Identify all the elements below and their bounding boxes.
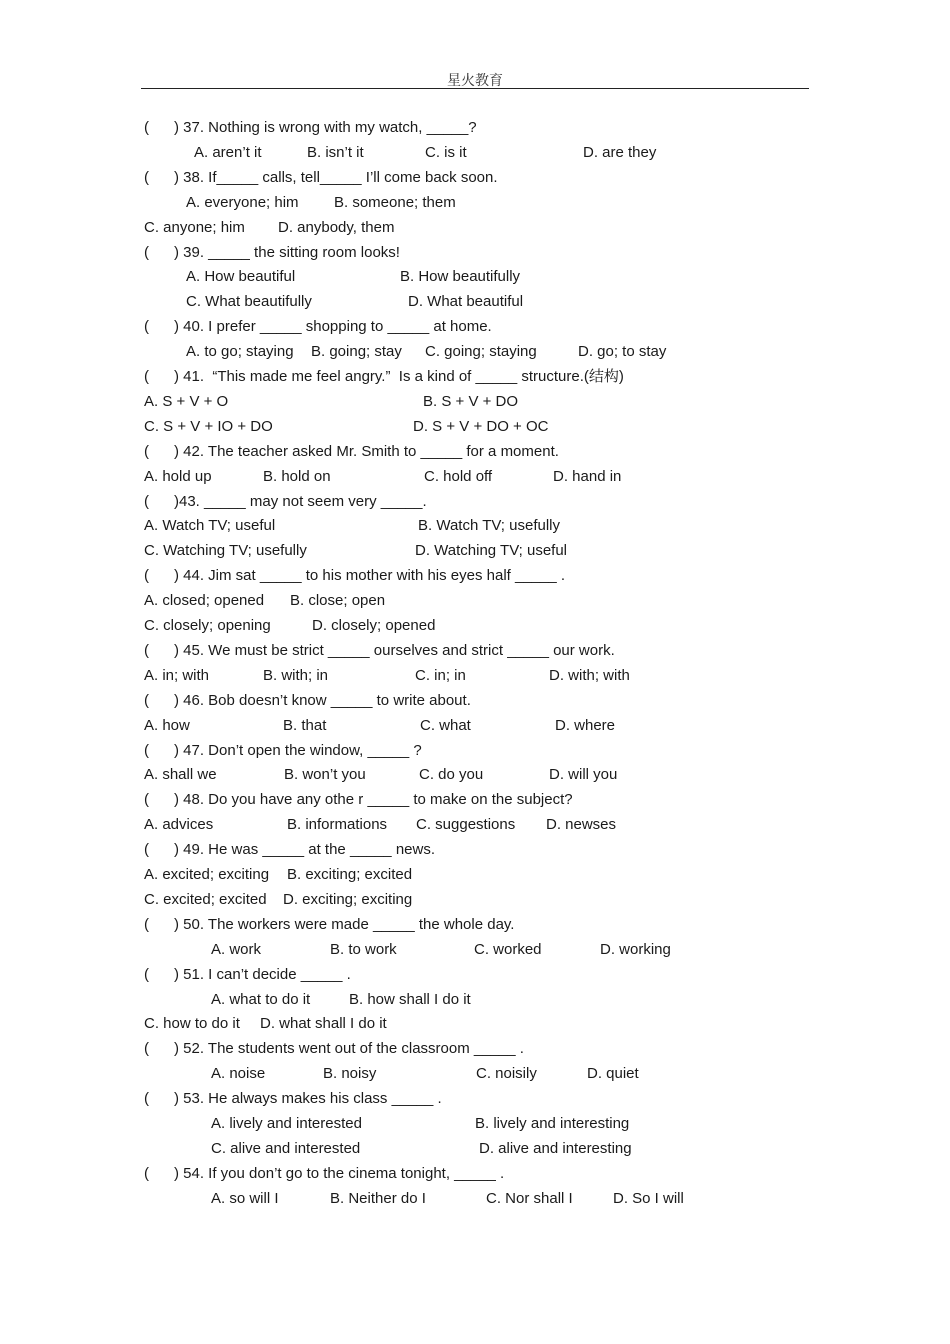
option-text: A. S + V + O xyxy=(144,392,229,410)
option-line xyxy=(0,1064,950,1089)
question-line xyxy=(0,118,950,143)
question-line xyxy=(0,915,950,940)
option-text: B. lively and interesting xyxy=(475,1115,630,1132)
answer-bracket: ( xyxy=(144,841,149,859)
option-text: B. isn’t it xyxy=(307,143,364,161)
answer-bracket: ( xyxy=(144,318,149,336)
option-line xyxy=(0,392,950,417)
answer-bracket: ( xyxy=(144,442,149,460)
question-text: )43. _____ may not seem very _____. xyxy=(174,492,427,510)
option-line xyxy=(0,1189,950,1214)
option-text: A. what to do it xyxy=(211,990,311,1008)
answer-bracket: ( xyxy=(144,1040,149,1058)
option-line xyxy=(0,267,950,292)
option-text: D. hand in xyxy=(553,467,622,485)
page-header-title: 星火教育 xyxy=(447,73,503,89)
option-line xyxy=(0,516,950,541)
question-line xyxy=(0,168,950,193)
question-line xyxy=(0,691,950,716)
question-text: ) 49. He was _____ at the _____ news. xyxy=(174,841,436,859)
option-line xyxy=(0,865,950,890)
question-text: ) 47. Don’t open the window, _____ ? xyxy=(174,741,422,759)
header-divider xyxy=(141,88,809,89)
question-line xyxy=(0,741,950,766)
question-line xyxy=(0,790,950,815)
option-text: A. advices xyxy=(144,816,214,834)
question-text: ) 54. If you don’t go to the cinema tonight, _____ . xyxy=(174,1164,505,1182)
question-text: ) 39. _____ the sitting room looks! xyxy=(174,243,400,261)
option-text: C. closely; opening xyxy=(144,617,271,634)
option-text: C. What beautifully xyxy=(186,293,312,311)
question-text: ) 48. Do you have any othe r _____ to make on the subject? xyxy=(174,791,573,809)
answer-bracket: ( xyxy=(144,567,149,585)
option-text: A. to go; staying xyxy=(186,343,294,361)
option-text: C. excited; excited xyxy=(144,890,267,908)
option-line xyxy=(0,1014,950,1039)
option-line xyxy=(0,193,950,218)
option-text: C. worked xyxy=(474,940,542,958)
option-text: A. How beautiful xyxy=(186,268,296,286)
option-text: D. Watching TV; useful xyxy=(415,542,568,560)
option-text: C. going; staying xyxy=(425,343,537,361)
question-line xyxy=(0,1039,950,1064)
answer-bracket: ( xyxy=(144,1090,149,1108)
option-text: D. what shall I do it xyxy=(260,1015,387,1033)
option-text: A. hold up xyxy=(144,467,212,485)
answer-bracket: ( xyxy=(144,243,149,261)
option-text: D. quiet xyxy=(587,1065,639,1083)
answer-bracket: ( xyxy=(144,965,149,983)
option-text: D. with; with xyxy=(549,666,630,684)
option-text: A. work xyxy=(211,940,262,958)
option-text: B. won’t you xyxy=(284,766,366,784)
answer-bracket: ( xyxy=(144,492,149,510)
question-text: ) 44. Jim sat _____ to his mother with his eyes half _____ . xyxy=(174,567,566,585)
question-text: ) 45. We must be strict _____ ourselves and strict _____ our work. xyxy=(174,641,615,659)
answer-bracket: ( xyxy=(144,915,149,933)
question-line xyxy=(0,1164,950,1189)
option-text: D. anybody, them xyxy=(278,218,395,236)
answer-bracket: ( xyxy=(144,168,149,186)
question-text: ) 50. The workers were made _____ the whole day. xyxy=(174,915,515,933)
answer-bracket: ( xyxy=(144,119,149,136)
option-text: D. closely; opened xyxy=(312,617,436,634)
option-text: D. newses xyxy=(546,816,617,834)
option-text: C. anyone; him xyxy=(144,218,245,236)
option-text: B. with; in xyxy=(263,666,329,684)
question-line xyxy=(0,492,950,517)
option-text: C. noisily xyxy=(476,1065,537,1083)
question-line xyxy=(0,442,950,467)
option-text: C. S + V + IO + DO xyxy=(144,417,273,435)
option-text: C. do you xyxy=(419,766,484,784)
option-line xyxy=(0,716,950,741)
option-text: B. noisy xyxy=(323,1065,377,1083)
option-line xyxy=(0,1139,950,1164)
question-line xyxy=(0,965,950,990)
option-text: A. everyone; him xyxy=(186,193,299,211)
question-line xyxy=(0,641,950,666)
option-text: A. in; with xyxy=(144,666,210,684)
option-text: A. how xyxy=(144,716,190,734)
question-line xyxy=(0,840,950,865)
option-line xyxy=(0,467,950,492)
question-line xyxy=(0,317,950,342)
option-text: B. How beautifully xyxy=(400,268,521,286)
option-text: B. someone; them xyxy=(334,193,456,211)
option-text: C. Nor shall I xyxy=(486,1189,573,1207)
option-text: B. informations xyxy=(287,816,388,834)
option-text: B. going; stay xyxy=(311,343,402,361)
option-line xyxy=(0,890,950,915)
option-line xyxy=(0,292,950,317)
answer-bracket: ( xyxy=(144,741,149,759)
option-line xyxy=(0,815,950,840)
option-text: C. in; in xyxy=(415,666,466,684)
option-text: B. how shall I do it xyxy=(349,990,471,1008)
question-text: ) 42. The teacher asked Mr. Smith to _____ for a moment. xyxy=(174,442,559,460)
option-line xyxy=(0,143,950,168)
option-text: A. so will I xyxy=(211,1189,279,1207)
question-line xyxy=(0,1089,950,1114)
option-text: D. will you xyxy=(549,766,618,784)
option-text: D. go; to stay xyxy=(578,343,667,361)
option-text: B. close; open xyxy=(290,592,386,610)
option-text: D. exciting; exciting xyxy=(283,890,413,908)
question-text: ) 41. “This made me feel angry.” Is a kind of _____ structure.(结构) xyxy=(174,368,624,385)
answer-bracket: ( xyxy=(144,791,149,809)
option-line xyxy=(0,342,950,367)
option-text: B. exciting; excited xyxy=(287,866,413,883)
option-text: B. Watch TV; usefully xyxy=(418,517,560,535)
question-text: ) 46. Bob doesn’t know _____ to write about. xyxy=(174,691,471,709)
option-line xyxy=(0,541,950,566)
option-text: D. So I will xyxy=(613,1189,684,1207)
option-text: A. shall we xyxy=(144,766,217,784)
answer-bracket: ( xyxy=(144,368,149,385)
option-text: D. working xyxy=(600,940,671,958)
answer-bracket: ( xyxy=(144,641,149,659)
option-text: D. are they xyxy=(583,143,657,161)
option-text: A. excited; exciting xyxy=(144,866,270,883)
option-text: A. closed; opened xyxy=(144,592,265,610)
question-text: ) 37. Nothing is wrong with my watch, _____? xyxy=(174,119,477,136)
question-line xyxy=(0,367,950,392)
option-text: D. What beautiful xyxy=(408,293,524,311)
question-text: ) 38. If_____ calls, tell_____ I’ll come back soon. xyxy=(174,168,498,186)
option-text: A. aren’t it xyxy=(194,143,262,161)
option-line xyxy=(0,218,950,243)
option-text: C. alive and interested xyxy=(211,1139,361,1157)
option-text: D. alive and interesting xyxy=(479,1139,632,1157)
option-line xyxy=(0,666,950,691)
option-text: B. Neither do I xyxy=(330,1189,426,1207)
option-text: C. suggestions xyxy=(416,816,516,834)
option-line xyxy=(0,417,950,442)
question-text: ) 52. The students went out of the classroom _____ . xyxy=(174,1040,524,1058)
option-line xyxy=(0,1114,950,1139)
option-text: C. how to do it xyxy=(144,1015,240,1033)
option-text: B. S + V + DO xyxy=(423,392,519,410)
answer-bracket: ( xyxy=(144,1164,149,1182)
option-text: D. where xyxy=(555,716,616,734)
option-text: B. hold on xyxy=(263,467,331,485)
option-line xyxy=(0,765,950,790)
question-line xyxy=(0,243,950,268)
question-line xyxy=(0,566,950,591)
option-text: D. S + V + DO + OC xyxy=(413,417,549,435)
answer-bracket: ( xyxy=(144,691,149,709)
option-text: B. to work xyxy=(330,940,397,958)
question-text: ) 40. I prefer _____ shopping to _____ at home. xyxy=(174,318,492,336)
option-line xyxy=(0,591,950,616)
option-text: A. Watch TV; useful xyxy=(144,517,276,535)
question-text: ) 53. He always makes his class _____ . xyxy=(174,1090,442,1108)
option-text: C. hold off xyxy=(424,467,493,485)
question-text: ) 51. I can’t decide _____ . xyxy=(174,965,351,983)
option-line xyxy=(0,616,950,641)
option-text: C. Watching TV; usefully xyxy=(144,542,307,560)
option-text: A. noise xyxy=(211,1065,266,1083)
option-text: A. lively and interested xyxy=(211,1115,362,1132)
option-text: C. what xyxy=(420,716,471,734)
option-text: C. is it xyxy=(425,143,467,161)
option-line xyxy=(0,990,950,1015)
option-text: B. that xyxy=(283,716,327,734)
option-line xyxy=(0,940,950,965)
